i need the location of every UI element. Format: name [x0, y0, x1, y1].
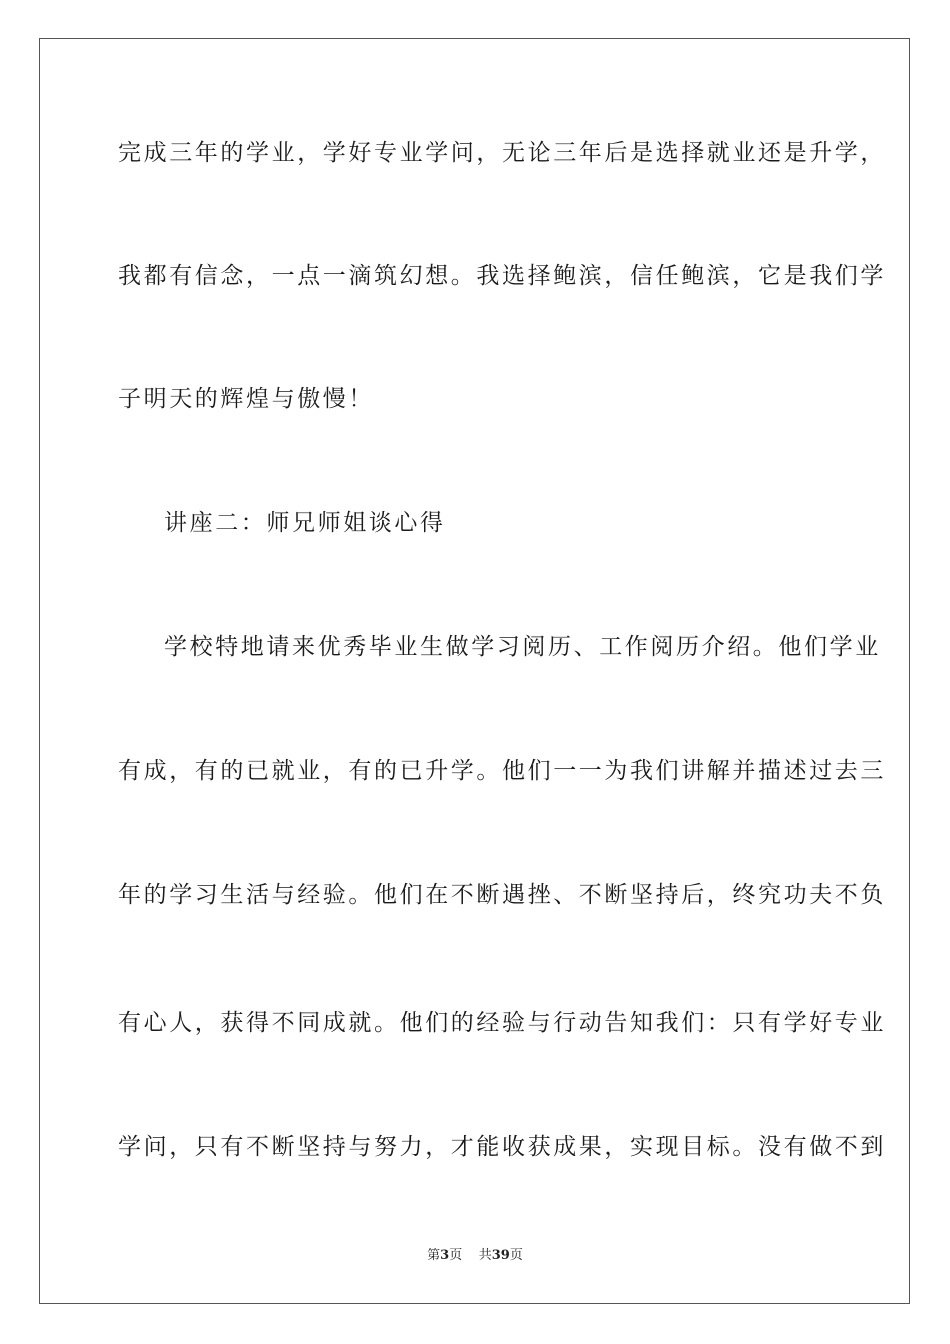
- paragraph-line-6: 年的学习生活与经验。他们在不断遇挫、不断坚持后，终究功夫不负: [118, 882, 886, 908]
- footer-page-number: 3: [440, 1248, 450, 1263]
- paragraph-line-3: 子明天的辉煌与傲慢！: [118, 386, 374, 412]
- footer-total-pages: 39: [491, 1248, 510, 1263]
- footer-total-prefix: 共: [478, 1248, 492, 1263]
- paragraph-line-2: 我都有信念，一点一滴筑幻想。我选择鲍滨，信任鲍滨，它是我们学: [118, 263, 886, 289]
- paragraph-line-5: 有成，有的已就业，有的已升学。他们一一为我们讲解并描述过去三: [118, 758, 886, 784]
- paragraph-line-8: 学问，只有不断坚持与努力，才能收获成果，实现目标。没有做不到: [118, 1134, 886, 1160]
- paragraph-line-7: 有心人，获得不同成就。他们的经验与行动告知我们：只有学好专业: [118, 1010, 886, 1036]
- page-footer: [0, 1247, 950, 1265]
- footer-page-prefix: 第: [427, 1248, 441, 1263]
- paragraph-line-4: 学校特地请来优秀毕业生做学习阅历、工作阅历介绍。他们学业: [164, 634, 881, 660]
- page-border: [39, 38, 910, 1304]
- paragraph-line-1: 完成三年的学业，学好专业学问，无论三年后是选择就业还是升学，: [118, 140, 886, 166]
- section-heading: 讲座二：师兄师姐谈心得: [164, 510, 446, 536]
- footer-total-suffix: 页: [509, 1248, 523, 1263]
- footer-page-suffix: 页: [449, 1248, 463, 1263]
